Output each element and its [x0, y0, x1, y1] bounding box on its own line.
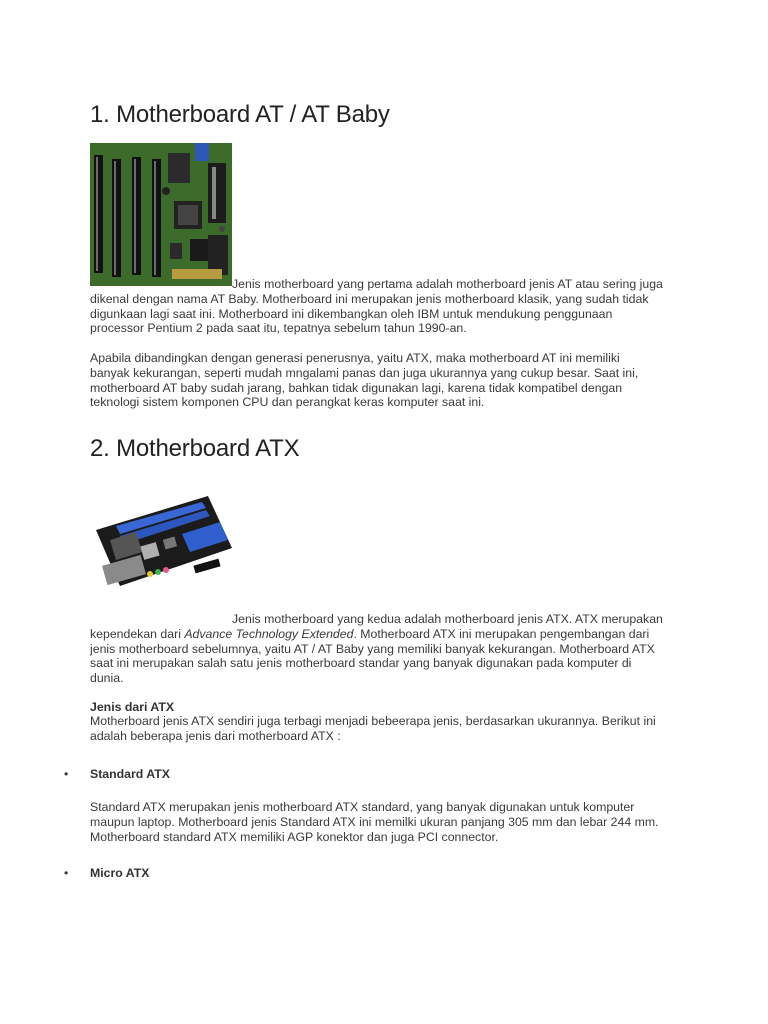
text-line: Jenis motherboard yang kedua adalah motherboard jenis ATX. ATX merupakan — [232, 612, 663, 626]
text-line: Standard ATX merupakan jenis motherboard ATX standard, yang banyak digunakan untuk komputer — [90, 800, 635, 814]
text-line: teknologi sistem komponen CPU dan perangkat keras komputer saat ini. — [90, 395, 485, 410]
text-line: jenis motherboard sebelumnya, yaitu AT / AT Baby yang memiliki banyak kekurangan. Motherboard ATX — [90, 641, 655, 656]
bullet-standard-atx: Standard ATX — [90, 767, 170, 781]
jenis-atx-label: Jenis dari ATX — [90, 700, 175, 714]
text-line: digunkaan lagi saat ini. Motherboard ini dikembangkan oleh IBM untuk mendukung penggunaan — [90, 306, 613, 321]
at-motherboard-image — [90, 143, 232, 286]
text-line: motherboard AT baby sudah jarang, bahkan tidak digunakan lagi, karena tidak kompatibel dengan — [90, 380, 623, 395]
bullet-micro-atx: Micro ATX — [90, 866, 150, 880]
bullet-icon: • — [64, 866, 69, 880]
text-line — [90, 627, 680, 642]
text-line: adalah beberapa jenis dari motherboard ATX : — [90, 728, 341, 743]
section-2-heading: 2. Motherboard ATX — [90, 435, 300, 462]
text-line: dunia. — [90, 671, 124, 686]
bullet-icon: • — [64, 767, 69, 781]
text-line: Jenis motherboard yang pertama adalah motherboard jenis AT atau sering juga — [232, 277, 663, 291]
text-line: Motherboard jenis ATX sendiri juga terbagi menjadi bebeerapa jenis, berdasarkan ukurannya. Berikut ini — [90, 714, 656, 728]
text-line: banyak kekurangan, seperti mudah mngalami panas dan juga ukurannya yang cukup besar. Saat ini, — [90, 365, 639, 380]
jenis-atx-paragraph — [90, 714, 680, 744]
text-run: kependekan dari — [90, 626, 185, 641]
text-line: processor Pentium 2 pada saat itu, tepatnya sebelum tahun 1990-an. — [90, 321, 467, 336]
text-line: saat ini merupakan salah satu jenis motherboard standar yang banyak digunakan pada komputer di — [90, 656, 632, 671]
text-run: . Motherboard ATX ini merupakan pengembangan dari — [353, 626, 650, 641]
standard-atx-paragraph — [90, 800, 680, 844]
emphasis-text: Advance Technology Extended — [184, 626, 354, 641]
section-1-heading: 1. Motherboard AT / AT Baby — [90, 101, 390, 128]
section-1-paragraph-2 — [90, 351, 680, 410]
text-line: Apabila dibandingkan dengan generasi penerusnya, yaitu ATX, maka motherboard AT ini memiliki — [90, 351, 620, 365]
section-2-paragraph-1 — [90, 612, 680, 686]
atx-motherboard-image — [90, 478, 234, 608]
section-1-paragraph-1 — [90, 277, 680, 336]
text-line: Motherboard standard ATX memiliki AGP konektor dan juga PCI connector. — [90, 829, 499, 844]
text-line: maupun laptop. Motherboard jenis Standard ATX ini memilki ukuran panjang 305 mm dan lebar 244 mm. — [90, 814, 659, 829]
text-line: dikenal dengan nama AT Baby. Motherboard ini merupakan jenis motherboard klasik, yang sudah tidak — [90, 291, 649, 306]
